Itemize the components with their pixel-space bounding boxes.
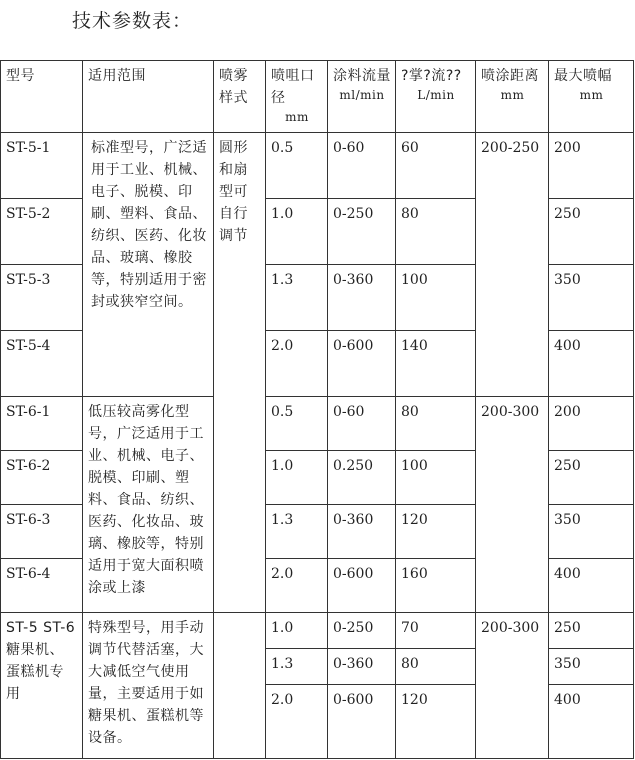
air-cell: 120 [396, 505, 476, 559]
model-cell: ST-5 ST-6 糖果机、蛋糕机专用 [1, 613, 83, 759]
model-cell: ST-5-3 [1, 265, 83, 331]
model-cell: ST-6-3 [1, 505, 83, 559]
header-distance-unit: mm [500, 88, 525, 102]
nozzle-cell: 1.3 [266, 505, 328, 559]
distance-cell: 200-300 [476, 397, 549, 613]
nozzle-cell: 2.0 [266, 685, 328, 759]
air-cell: 140 [396, 331, 476, 397]
max-width-cell: 400 [549, 685, 634, 759]
max-width-cell: 350 [549, 649, 634, 685]
flow-cell: 0-250 [328, 613, 396, 649]
nozzle-cell: 2.0 [266, 559, 328, 613]
nozzle-cell: 0.5 [266, 133, 328, 199]
flow-cell: 0-600 [328, 685, 396, 759]
air-cell: 120 [396, 685, 476, 759]
header-spray-style: 喷雾样式 [214, 61, 266, 133]
model-cell: ST-6-2 [1, 451, 83, 505]
distance-cell: 200-300 [476, 613, 549, 759]
air-cell: 80 [396, 199, 476, 265]
header-flow-label: 涂料流量 [333, 68, 391, 84]
header-distance-label: 喷涂距离 [481, 68, 539, 84]
air-cell: 80 [396, 649, 476, 685]
model-cell: ST-5-2 [1, 199, 83, 265]
header-scope: 适用范围 [83, 61, 214, 133]
model-cell: ST-6-1 [1, 397, 83, 451]
max-width-cell: 350 [549, 505, 634, 559]
distance-cell: 200-250 [476, 133, 549, 397]
max-width-cell: 250 [549, 451, 634, 505]
max-width-cell: 200 [549, 397, 634, 451]
flow-cell: 0-600 [328, 559, 396, 613]
table-header-row [1, 61, 634, 133]
nozzle-cell: 1.3 [266, 265, 328, 331]
table-row [1, 613, 634, 649]
max-width-cell: 250 [549, 613, 634, 649]
model-cell: ST-5-4 [1, 331, 83, 397]
max-width-cell: 400 [549, 331, 634, 397]
spray-style-cell: 圆形和扇型可自行调节 [214, 133, 266, 613]
max-width-cell: 250 [549, 199, 634, 265]
max-width-cell: 200 [549, 133, 634, 199]
table-row [1, 397, 634, 451]
air-cell: 100 [396, 265, 476, 331]
page-heading: 技术参数表： [72, 10, 193, 32]
header-air-label: ?掌?流?? [401, 68, 462, 84]
scope-cell: 低压较高雾化型号，广泛适用于工业、机械、电子、脱模、印刷、塑料、食品、纺织、医药、化妆品、玻璃、橡胶等，特别适用于宽大面积喷涂或上漆 [83, 397, 214, 613]
max-width-cell: 400 [549, 559, 634, 613]
spec-table [0, 60, 634, 759]
scope-cell: 特殊型号，用手动调节代替活塞，大大减低空气使用量，主要适用于如糖果机、蛋糕机等设备。 [83, 613, 214, 759]
flow-cell: 0-360 [328, 265, 396, 331]
air-cell: 160 [396, 559, 476, 613]
header-max-width-label: 最大喷幅 [554, 68, 612, 84]
nozzle-cell: 1.3 [266, 649, 328, 685]
header-max-width [549, 61, 634, 133]
header-air-unit: L/min [417, 88, 455, 102]
air-cell: 70 [396, 613, 476, 649]
header-distance [476, 61, 549, 133]
nozzle-cell: 2.0 [266, 331, 328, 397]
max-width-cell: 350 [549, 265, 634, 331]
flow-cell: 0-250 [328, 199, 396, 265]
header-air [396, 61, 476, 133]
model-cell: ST-5-1 [1, 133, 83, 199]
table-row [1, 133, 634, 199]
nozzle-cell: 1.0 [266, 451, 328, 505]
nozzle-cell: 1.0 [266, 199, 328, 265]
flow-cell: 0-360 [328, 505, 396, 559]
header-flow-unit: ml/min [339, 88, 385, 102]
flow-cell: 0-360 [328, 649, 396, 685]
flow-cell: 0.250 [328, 451, 396, 505]
scope-cell: 标准型号，广泛适用于工业、机械、电子、脱模、印刷、塑料、食品、纺织、医药、化妆品、玻璃、橡胶等，特别适用于密封或狭窄空间。 [83, 133, 214, 397]
flow-cell: 0-60 [328, 133, 396, 199]
air-cell: 80 [396, 397, 476, 451]
flow-cell: 0-600 [328, 331, 396, 397]
header-nozzle-label: 喷咀口径 [271, 68, 315, 106]
model-cell: ST-6-4 [1, 559, 83, 613]
header-max-width-unit: mm [579, 88, 604, 102]
header-nozzle-unit: mm [285, 110, 309, 124]
air-cell: 60 [396, 133, 476, 199]
flow-cell: 0-60 [328, 397, 396, 451]
spray-style-cell [214, 613, 266, 759]
header-nozzle [266, 61, 328, 133]
nozzle-cell: 1.0 [266, 613, 328, 649]
header-flow [328, 61, 396, 133]
air-cell: 100 [396, 451, 476, 505]
nozzle-cell: 0.5 [266, 397, 328, 451]
header-model: 型号 [1, 61, 83, 133]
